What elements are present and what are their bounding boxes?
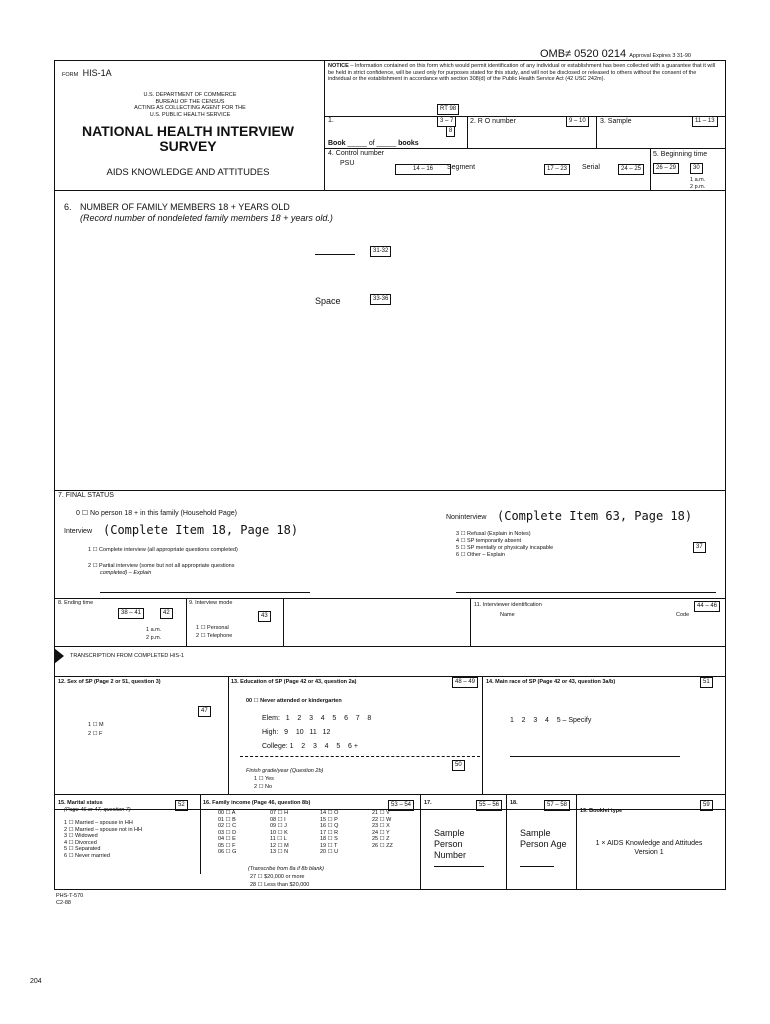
q16-option[interactable]: 10 ☐ K xyxy=(270,829,288,836)
q8-label: 8. Ending time xyxy=(58,600,94,606)
q7-explain-line[interactable] xyxy=(456,592,716,593)
q18-text: Sample Person Age xyxy=(520,828,567,849)
q6-answer-line[interactable] xyxy=(315,254,355,255)
q12-label: 12. Sex of SP (Page 2 or 51, question 3) xyxy=(58,679,161,685)
q16-option[interactable]: 07 ☐ H xyxy=(270,810,289,816)
q7-option-6[interactable]: 6 ☐ Other – Explain xyxy=(456,552,505,558)
q13-label: 13. Education of SP (Page 42 or 43, question 2a) xyxy=(231,679,357,685)
q15-option[interactable]: 2 ☐ Married – spouse not in HH xyxy=(64,826,142,833)
q11-field: 44 – 46 xyxy=(694,601,720,612)
q15-option[interactable]: 6 ☐ Never married xyxy=(64,852,110,859)
q7-explain-line[interactable] xyxy=(100,592,310,593)
title-line: SURVEY xyxy=(159,138,217,154)
q16-option[interactable]: 09 ☐ J xyxy=(270,823,287,829)
title-line: NATIONAL HEALTH INTERVIEW xyxy=(81,123,295,139)
divider xyxy=(54,646,726,647)
divider xyxy=(467,116,468,148)
q16-field: 53 – 54 xyxy=(388,800,414,811)
divider xyxy=(482,676,483,794)
q6-instruction: (Record number of nondeleted family members 18 + years old.) xyxy=(80,213,333,223)
divider xyxy=(54,598,726,599)
q15-sub: (Page 46 or 47, question 7) xyxy=(64,807,131,813)
agency-line: U.S. PUBLIC HEALTH SERVICE xyxy=(149,111,231,118)
q17-text: Sample Person Number xyxy=(434,828,467,860)
page-subtitle: AIDS KNOWLEDGE AND ATTITUDES xyxy=(106,167,270,178)
q17-label: 17. xyxy=(424,800,432,806)
item-3-label: 3. Sample xyxy=(600,118,632,125)
footer-code xyxy=(56,893,83,906)
divider xyxy=(186,598,187,646)
q7-option-1[interactable]: 1 ☐ Complete interview (all appropriate questions completed) xyxy=(88,547,238,553)
q13-never[interactable]: 00 ☐ Never attended or kindergarten xyxy=(246,698,342,704)
q6-field: 31-32 xyxy=(370,246,391,257)
q18-answer-line[interactable] xyxy=(520,866,554,867)
rt-field: RT 98 xyxy=(437,104,459,115)
q7-option-3[interactable]: 3 ☐ Refusal (Explain in Notes) xyxy=(456,531,531,537)
form-label: FORM xyxy=(62,72,79,78)
item-5-label: 5. Beginning time xyxy=(653,151,708,158)
q14-options[interactable]: 1 2 3 4 5 – Specify xyxy=(510,717,592,724)
q16-option[interactable]: 02 ☐ C xyxy=(218,823,237,829)
divider xyxy=(576,794,577,890)
q13-elem[interactable]: Elem: 1 2 3 4 5 6 7 8 xyxy=(262,715,372,722)
psu-label: PSU xyxy=(340,160,355,167)
q16-option[interactable]: 13 ☐ N xyxy=(270,849,289,855)
q16-option[interactable]: 00 ☐ A xyxy=(218,810,236,816)
noninterview-note: (Complete Item 63, Page 18) xyxy=(497,509,693,523)
q19-field: 59 xyxy=(700,800,713,811)
agency-block xyxy=(130,92,250,118)
divider xyxy=(54,190,726,191)
divider xyxy=(420,794,421,890)
q16-option[interactable]: 23 ☐ X xyxy=(372,823,390,829)
q15-option[interactable]: 5 ☐ Separated xyxy=(64,846,101,852)
form-id xyxy=(62,63,112,81)
q8-field: 38 – 41 xyxy=(118,608,144,619)
q13-finish-field: 50 xyxy=(452,760,465,771)
q16-label: 16. Family income (Page 46, question 8b) xyxy=(203,800,311,806)
agency-line: ACTING AS COLLECTING AGENT FOR THE xyxy=(134,105,246,111)
q16-option[interactable]: 14 ☐ O xyxy=(320,810,339,816)
q9-label: 9. Interview mode xyxy=(189,600,233,606)
omb-number-text: OMB≠ 0520 0214 xyxy=(540,48,627,60)
q16-option[interactable]: 01 ☐ B xyxy=(218,816,236,823)
q15-option[interactable]: 3 ☐ Widowed xyxy=(64,833,98,839)
page-title xyxy=(58,124,318,154)
q18-field: 57 – 58 xyxy=(544,800,570,811)
pm-option[interactable]: 2 p.m. xyxy=(690,184,706,190)
divider xyxy=(240,756,480,757)
divider xyxy=(54,676,726,677)
q16-option[interactable]: 17 ☐ R xyxy=(320,829,339,836)
q18-label: 18. xyxy=(510,800,518,806)
q12-option-m[interactable]: 1 ☐ M xyxy=(88,722,104,728)
q16-option[interactable]: 19 ☐ T xyxy=(320,842,338,849)
q16-option[interactable]: 11 ☐ L xyxy=(270,836,287,842)
divider xyxy=(324,116,726,117)
q9-option-2[interactable]: 2 ☐ Telephone xyxy=(196,633,233,639)
item-1-field2: 8 xyxy=(446,126,455,137)
q7-option-5[interactable]: 5 ☐ SP mentally or physically incapable xyxy=(456,545,554,551)
q16-option[interactable]: 21 ☐ V xyxy=(372,810,390,816)
q9-field: 43 xyxy=(258,611,271,622)
q16-transcribe: (Transcribe from 8a if 8b blank) xyxy=(248,866,325,872)
interview-note: (Complete Item 18, Page 18) xyxy=(103,523,299,537)
q15-option[interactable]: 4 ☐ Divorced xyxy=(64,839,97,846)
q15-option[interactable]: 1 ☐ Married – spouse in HH xyxy=(64,820,133,826)
q16-option[interactable]: 03 ☐ D xyxy=(218,829,237,836)
q16-option[interactable]: 05 ☐ F xyxy=(218,842,236,849)
item-5-field: 26 – 29 xyxy=(653,163,679,174)
q19-text: 1 × AIDS Knowledge and Attitudes Version 1 xyxy=(595,840,703,856)
q16-option[interactable]: 16 ☐ Q xyxy=(320,823,339,829)
am-option[interactable]: 1 a.m. xyxy=(690,177,706,183)
q16-option[interactable]: 12 ☐ M xyxy=(270,842,289,849)
q7-option-2b: completed) – Explain xyxy=(100,570,152,576)
q19-label: 19. Booklet type xyxy=(580,808,623,814)
item-1-label: 1. xyxy=(328,117,334,124)
q16-option[interactable]: 04 ☐ E xyxy=(218,836,236,842)
q7-label: 7. FINAL STATUS xyxy=(58,492,114,499)
book-line: Book _____ of _____ books xyxy=(328,140,419,147)
q16-option[interactable]: 18 ☐ S xyxy=(320,836,338,842)
q15-field: 52 xyxy=(175,800,188,811)
item-1-field: 3 – 7 xyxy=(437,116,456,127)
q12-option-f[interactable]: 2 ☐ F xyxy=(88,731,103,737)
q16-option[interactable]: 15 ☐ P xyxy=(320,816,338,823)
notice-label: NOTICE xyxy=(328,63,349,69)
q15-label: 15. Marital status xyxy=(58,800,103,806)
q16-option[interactable]: 20 ☐ U xyxy=(320,849,339,855)
segment-field: 17 – 23 xyxy=(544,164,570,175)
q7-option-4[interactable]: 4 ☐ SP temporarily absent xyxy=(456,538,522,544)
q7-option-2[interactable]: 2 ☐ Partial interview (some but not all appropriate questions xyxy=(88,563,235,569)
q7-field: 37 xyxy=(693,542,706,553)
page-number: 204 xyxy=(30,978,42,985)
q16-option[interactable]: 25 ☐ Z xyxy=(372,836,390,842)
q14-specify-line[interactable] xyxy=(510,756,680,757)
notice-text: – Information contained on this form which would permit identification of any individual or establishment has been collected with a guarantee that it will be held in strict confidence, will be used only for purposes stated for this study, and will not be disclosed or released to others without the consent of the individual or the establishment in accordance with section 308(d) of the Public Health Service Act (42 USC 242m). xyxy=(328,63,716,82)
q16-option[interactable]: 22 ☐ W xyxy=(372,816,392,823)
footer-code-line: C2-88 xyxy=(56,899,71,906)
q14-field: 51 xyxy=(700,677,713,688)
q11-label: 11. Interviewer identification xyxy=(474,602,542,608)
divider xyxy=(596,116,597,148)
q8-am[interactable]: 1 a.m. xyxy=(146,627,162,633)
interview-label: Interview xyxy=(64,528,93,535)
q13-yes[interactable]: 1 ☐ Yes xyxy=(254,776,274,782)
transcription-label: TRANSCRIPTION FROM COMPLETED HIS-1 xyxy=(70,653,184,659)
q16-option[interactable]: 08 ☐ I xyxy=(270,816,286,823)
divider xyxy=(650,148,651,190)
q13-field: 48 – 49 xyxy=(452,677,478,688)
q8-field2: 42 xyxy=(160,608,173,619)
q14-label: 14. Main race of SP (Page 42 or 43, question 3a/b) xyxy=(486,679,616,685)
q16-option[interactable]: 06 ☐ G xyxy=(218,849,237,855)
divider xyxy=(283,598,284,646)
divider xyxy=(506,794,507,890)
item-2-field: 9 – 10 xyxy=(566,116,589,127)
q13-no[interactable]: 2 ☐ No xyxy=(254,784,273,790)
agency-line: BUREAU OF THE CENSUS xyxy=(155,98,225,105)
divider xyxy=(324,148,726,149)
item-5-field2: 30 xyxy=(690,163,703,174)
serial-field: 24 – 25 xyxy=(618,164,644,175)
q16-option-27[interactable]: 27 ☐ $20,000 or more xyxy=(250,874,305,880)
q16-option-28[interactable]: 28 ☐ Less than $20,000 xyxy=(250,882,310,888)
segment-label: Segment xyxy=(447,164,476,171)
q8-pm[interactable]: 2 p.m. xyxy=(146,635,162,641)
divider xyxy=(470,598,471,646)
q9-option-1[interactable]: 1 ☐ Personal xyxy=(196,625,229,631)
agency-line: U.S. DEPARTMENT OF COMMERCE xyxy=(143,92,237,98)
q17-field: 55 – 56 xyxy=(476,800,502,811)
item-3-field: 11 – 13 xyxy=(692,116,718,127)
serial-label: Serial xyxy=(582,164,600,171)
notice xyxy=(328,63,720,83)
q12-field: 47 xyxy=(198,706,211,717)
noninterview-label: Noninterview xyxy=(446,514,487,521)
q11-code: Code xyxy=(676,612,690,618)
books-label: books xyxy=(398,140,419,147)
psu-field: 14 – 16 xyxy=(395,164,451,175)
transcription-arrow xyxy=(54,648,64,664)
q17-answer-line[interactable] xyxy=(434,866,484,867)
item-4-label: 4. Control number xyxy=(328,150,385,157)
form-id-text: HIS-1A xyxy=(82,68,112,78)
q13-high[interactable]: High: 9 10 11 12 xyxy=(262,729,331,736)
q16-option[interactable]: 24 ☐ Y xyxy=(372,829,390,836)
q13-college[interactable]: College: 1 2 3 4 5 6 + xyxy=(262,743,358,750)
space-field: 33-36 xyxy=(370,294,391,305)
omb-expires: Approval Expires 3 31-90 xyxy=(629,53,691,59)
divider xyxy=(228,676,229,794)
q16-option[interactable]: 26 ☐ ZZ xyxy=(372,842,393,849)
q13-finish: Finish grade/year (Question 2b) xyxy=(246,768,324,774)
item-2-label: 2. R O number xyxy=(470,118,516,125)
footer-code-line: PHS-T-570 xyxy=(56,893,84,899)
q7-option-0[interactable]: 0 ☐ No person 18 + in this family (Household Page) xyxy=(76,510,237,517)
q11-name: Name xyxy=(500,612,515,618)
of-label: of xyxy=(368,140,375,147)
divider xyxy=(54,490,726,491)
space-label: Space xyxy=(315,296,341,306)
q6-text: NUMBER OF FAMILY MEMBERS 18 + YEARS OLD xyxy=(80,202,290,212)
q6-number: 6. xyxy=(64,202,72,212)
book-label: Book xyxy=(328,140,346,147)
omb-number xyxy=(540,48,691,60)
